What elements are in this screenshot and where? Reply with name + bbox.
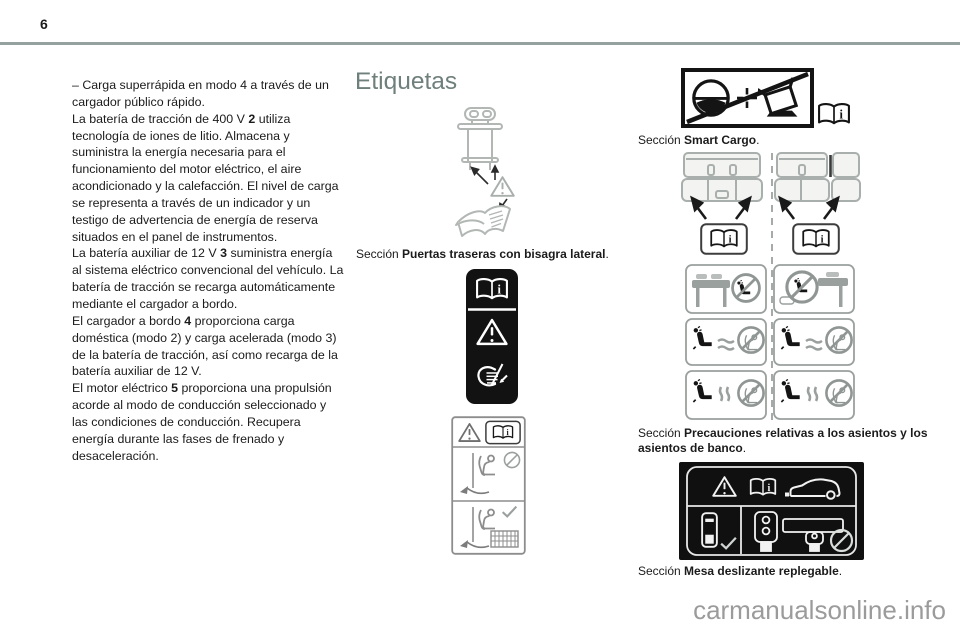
sliding-table-label [679, 462, 864, 560]
bench-seat-illustration [775, 153, 860, 201]
seat-warning-pictogram [686, 319, 766, 365]
left-column-text [72, 77, 344, 464]
open-manual-illustration [456, 206, 510, 236]
caption-smart-cargo [638, 133, 759, 148]
body-paragraph [72, 245, 344, 312]
text-segment: Sección [638, 133, 685, 147]
text-segment: 2 [248, 111, 256, 126]
page-number: 6 [40, 16, 48, 32]
text-segment: . [742, 441, 747, 456]
header-rule [0, 42, 960, 45]
text-segment: Puertas traseras con bisagra lateral [402, 247, 606, 261]
seat-warning-pictogram [774, 371, 854, 419]
text-segment: – Carga superrápida en modo 4 a través de un cargador público rápido. [72, 78, 329, 109]
book-info-icon [701, 224, 747, 254]
body-paragraph [72, 77, 344, 111]
seat-warning-pictogram [774, 319, 854, 365]
bench-seat-illustration [682, 153, 762, 201]
body-paragraph [72, 380, 344, 464]
text-segment: proporciona carga doméstica (modo 2) y carga acelerada (modo 3) de la batería de tracción, así como recarga de la batería auxiliar de 12 V. [72, 313, 338, 379]
watermark: carmanualsonline.info [693, 595, 946, 625]
folding-table-icon [818, 278, 848, 286]
text-segment: Smart Cargo [684, 133, 757, 147]
text-segment: Sección [356, 247, 403, 261]
text-segment: utiliza tecnología de iones de litio. Almacena y suministra la energía necesaria para el funcionamiento del motor eléctrico, el aire acondicionado y la calefacción. El nivel de carga se representa a través de un indicador y un testigo de advertencia de energía de reserva situados en el panel de instrumentos. [72, 111, 339, 244]
text-segment: . [756, 133, 760, 147]
text-segment: proporciona una propulsión acorde al modo de conducción seleccionado y las condiciones de conducción. Recupera energía durante las fases de frenado y desaceleración. [72, 381, 332, 463]
caption-seat-precautions [638, 426, 936, 456]
text-segment: Mesa deslizante replegable [684, 564, 839, 578]
child-seat-warning-label [451, 416, 526, 555]
book-info-icon [486, 421, 520, 443]
text-segment: El motor eléctrico [72, 381, 172, 396]
text-segment: . [605, 247, 609, 261]
text-segment: 4 [184, 313, 192, 328]
rear-doors-illustration [428, 100, 560, 244]
caption-rear-doors [356, 247, 609, 262]
text-segment: El cargador a bordo [72, 313, 185, 328]
text-segment: . [838, 564, 843, 578]
text-segment: Sección [638, 564, 685, 578]
table-warning-pictogram [686, 265, 766, 313]
text-segment: 3 [220, 246, 228, 261]
text-segment: Sección [638, 426, 685, 440]
section-heading: Etiquetas [355, 68, 458, 95]
caption-sliding-table [638, 564, 842, 579]
seats-labels-diagram [680, 151, 866, 423]
body-paragraph [72, 313, 344, 380]
text-segment: 5 [171, 381, 179, 396]
book-info-icon [793, 224, 839, 254]
seat-warning-pictogram [686, 371, 766, 419]
text-segment: suministra energía al sistema eléctrico convencional del vehículo. La batería de tracción se recarga automáticamente mediante el cargador a bordo. [72, 246, 344, 311]
book-info-icon [817, 101, 851, 128]
folding-table-icon [692, 280, 730, 288]
table-warning-pictogram [774, 265, 854, 313]
body-paragraph [72, 111, 344, 246]
vehicle-rear-frame-illustration [458, 108, 502, 170]
text-segment: La batería auxiliar de 12 V [72, 246, 221, 261]
rear-door-warning-label [466, 269, 518, 404]
text-segment: Precauciones relativas a los asientos y los asientos de banco [638, 426, 928, 456]
text-segment: La batería de tracción de 400 V [72, 111, 249, 126]
smart-cargo-label [681, 68, 814, 128]
